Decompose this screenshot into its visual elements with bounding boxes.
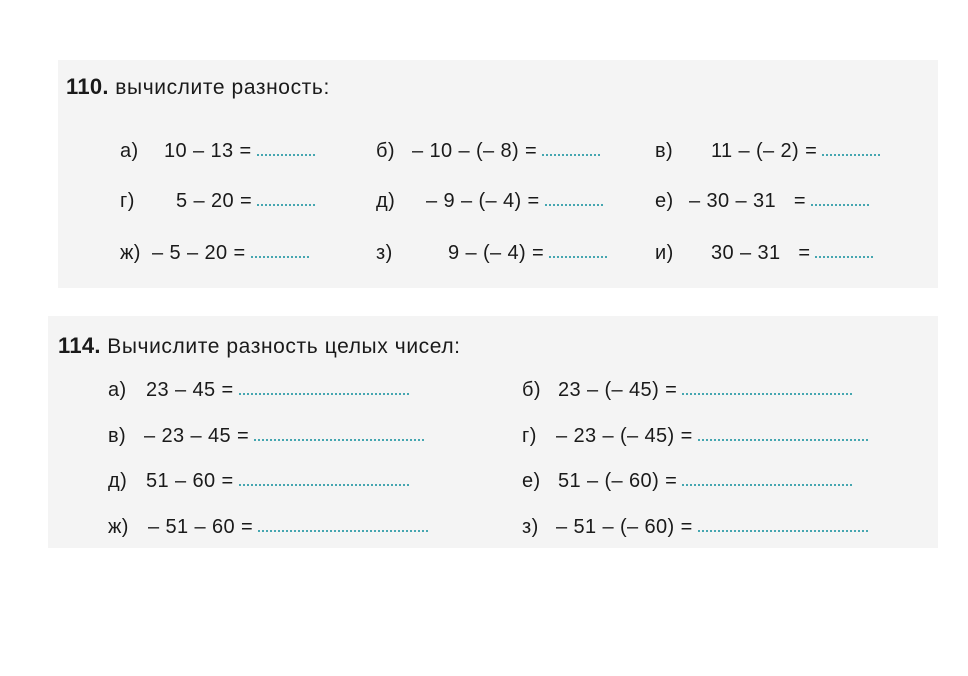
- task-110-heading: [66, 74, 330, 100]
- answer-blank[interactable]: [821, 154, 881, 156]
- answer-blank[interactable]: [253, 439, 425, 441]
- item-label: а): [120, 140, 139, 162]
- task-114-item-e: [522, 470, 853, 493]
- task-110-item-a: [120, 140, 316, 163]
- item-expression: – 10 – (– 8) =: [412, 140, 538, 162]
- item-expression: 23 – 45 =: [146, 379, 234, 401]
- item-expression: 23 – (– 45) =: [558, 379, 678, 401]
- answer-blank[interactable]: [814, 256, 874, 258]
- item-label: е): [655, 190, 674, 212]
- task-114-title: Вычислите разность целых чисел:: [107, 335, 461, 358]
- answer-blank[interactable]: [544, 204, 604, 206]
- task-114-item-a: [108, 379, 410, 402]
- item-label: д): [108, 470, 128, 492]
- item-expression: – 30 – 31 =: [689, 190, 806, 212]
- item-label: ж): [108, 516, 129, 538]
- task-110-item-z: [376, 242, 608, 265]
- task-110-item-zh: [120, 242, 310, 265]
- task-114-item-zh: [108, 516, 429, 539]
- item-label: з): [376, 242, 393, 264]
- answer-blank[interactable]: [257, 530, 429, 532]
- task-110-item-b: [376, 140, 601, 163]
- item-label: д): [376, 190, 396, 212]
- item-label: г): [120, 190, 135, 212]
- answer-blank[interactable]: [681, 484, 853, 486]
- item-expression: – 9 – (– 4) =: [426, 190, 540, 212]
- item-expression: 11 – (– 2) =: [711, 140, 818, 162]
- task-114-item-d: [108, 470, 410, 493]
- answer-blank[interactable]: [250, 256, 310, 258]
- task-114-item-z: [522, 516, 869, 539]
- task-110-item-i: [655, 242, 874, 265]
- item-expression: – 5 – 20 =: [152, 242, 246, 264]
- task-114-heading: [58, 333, 461, 359]
- task-114-item-v: [108, 425, 425, 448]
- item-label: б): [522, 379, 541, 401]
- item-label: в): [108, 425, 127, 447]
- answer-blank[interactable]: [681, 393, 853, 395]
- item-expression: 51 – 60 =: [146, 470, 234, 492]
- item-expression: 10 – 13 =: [164, 140, 252, 162]
- item-label: ж): [120, 242, 141, 264]
- task-110-item-d: [376, 190, 604, 213]
- item-expression: 30 – 31 =: [711, 242, 811, 264]
- item-label: в): [655, 140, 674, 162]
- task-114-number: 114.: [58, 333, 101, 358]
- task-114-item-b: [522, 379, 853, 402]
- item-expression: – 23 – 45 =: [144, 425, 250, 447]
- item-expression: 51 – (– 60) =: [558, 470, 678, 492]
- item-label: б): [376, 140, 395, 162]
- task-110-item-v: [655, 140, 881, 163]
- item-expression: – 51 – (– 60) =: [556, 516, 693, 538]
- task-110-number: 110.: [66, 74, 109, 99]
- answer-blank[interactable]: [541, 154, 601, 156]
- item-label: и): [655, 242, 674, 264]
- item-expression: 5 – 20 =: [176, 190, 253, 212]
- answer-blank[interactable]: [256, 204, 316, 206]
- item-expression: – 23 – (– 45) =: [556, 425, 693, 447]
- task-110-item-g: [120, 190, 316, 213]
- answer-blank[interactable]: [548, 256, 608, 258]
- item-label: а): [108, 379, 127, 401]
- item-label: з): [522, 516, 539, 538]
- answer-blank[interactable]: [256, 154, 316, 156]
- item-label: е): [522, 470, 541, 492]
- task-110-title: вычислите разность:: [115, 76, 330, 99]
- answer-blank[interactable]: [697, 439, 869, 441]
- answer-blank[interactable]: [810, 204, 870, 206]
- task-110-item-e: [655, 190, 870, 213]
- answer-blank[interactable]: [697, 530, 869, 532]
- item-expression: – 51 – 60 =: [148, 516, 254, 538]
- answer-blank[interactable]: [238, 393, 410, 395]
- task-114-item-g: [522, 425, 869, 448]
- answer-blank[interactable]: [238, 484, 410, 486]
- item-expression: 9 – (– 4) =: [448, 242, 545, 264]
- item-label: г): [522, 425, 537, 447]
